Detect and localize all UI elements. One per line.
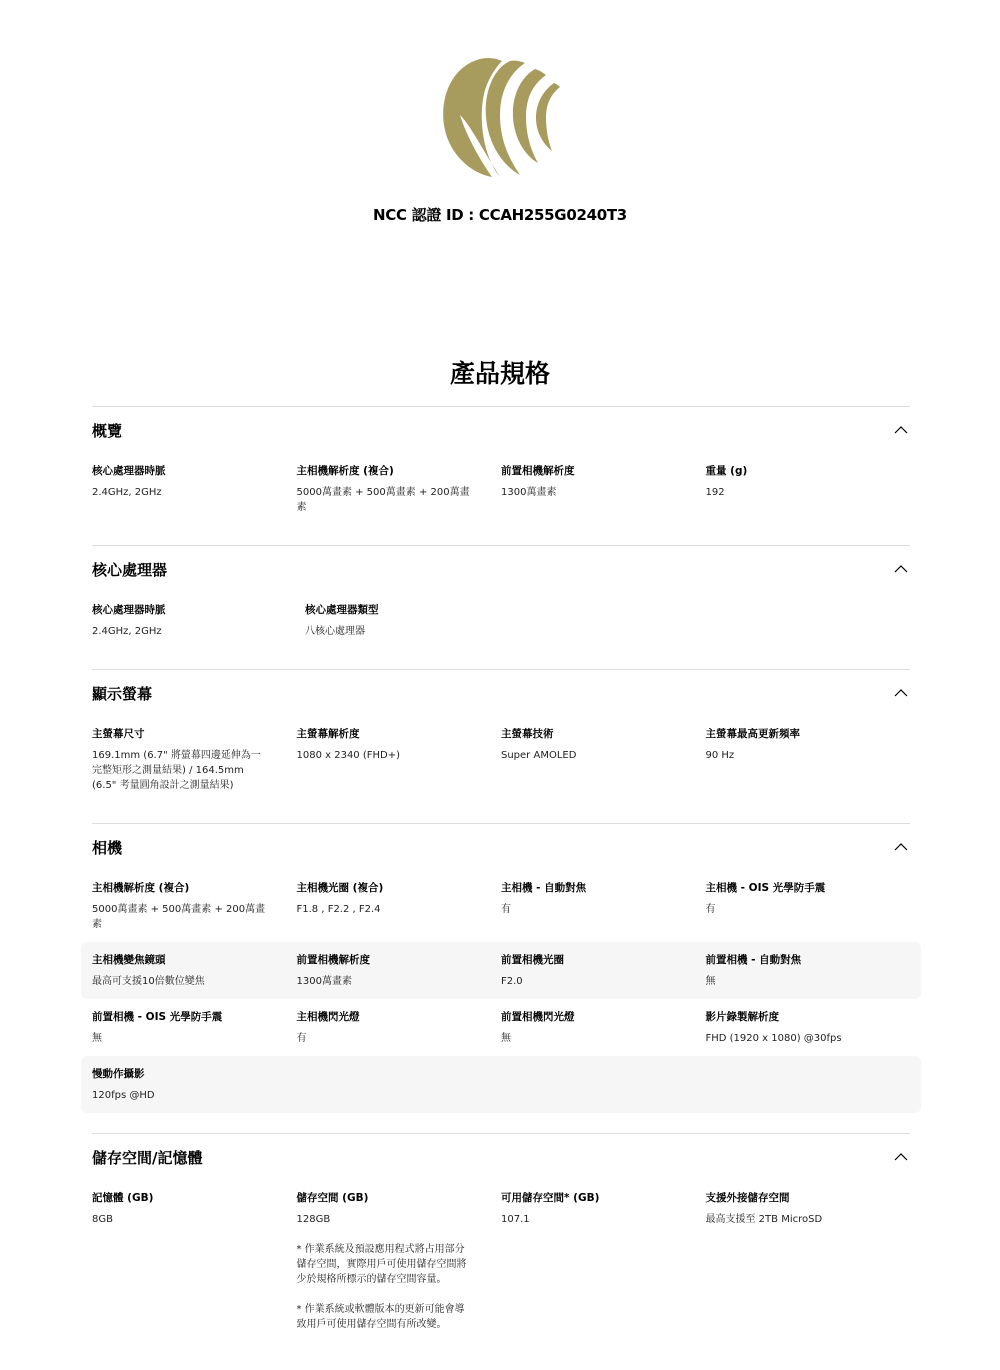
spec-section (92, 669, 910, 823)
spec-label: 前置相機解析度 (296, 954, 370, 966)
spec-value: Super AMOLED (501, 750, 577, 761)
spec-value: 1080 x 2340 (FHD+) (296, 750, 401, 761)
spec-item (297, 1007, 502, 1046)
chevron-up-icon[interactable] (894, 423, 908, 437)
spec-item (501, 461, 706, 515)
spec-note: * 作業系統或軟體版本的更新可能會導致用戶可使用儲存空間有所改變。 (296, 1304, 465, 1330)
section-header[interactable] (92, 407, 910, 453)
spec-value: 無 (92, 1033, 102, 1044)
spec-item (706, 878, 911, 932)
spec-row (92, 1180, 910, 1342)
spec-label: 主相機光圈 (複合) (296, 882, 384, 894)
spec-label: 支援外接儲存空間 (705, 1192, 790, 1204)
spec-section (92, 406, 910, 545)
spec-value: 8GB (92, 1214, 113, 1225)
spec-row (92, 716, 910, 803)
section-header[interactable] (92, 546, 910, 592)
spec-value: 八核心處理器 (305, 626, 365, 637)
spec-item (706, 1007, 911, 1046)
spec-list (92, 406, 910, 1362)
spec-value: F2.0 (501, 976, 523, 987)
spec-item (297, 950, 502, 989)
spec-label: 慢動作攝影 (92, 1068, 145, 1080)
spec-label: 主相機解析度 (複合) (92, 882, 190, 894)
spec-item (297, 878, 502, 932)
spec-item (92, 1064, 305, 1103)
spec-item (92, 950, 297, 989)
spec-value: 128GB (296, 1214, 331, 1225)
spec-item (92, 1188, 297, 1332)
spec-label: 影片錄製解析度 (705, 1011, 779, 1023)
spec-section (92, 823, 910, 1133)
spec-row (92, 870, 910, 942)
spec-value: 2.4GHz, 2GHz (92, 487, 162, 498)
spec-item (92, 600, 305, 639)
spec-item (297, 461, 502, 515)
spec-label: 主螢幕解析度 (296, 728, 360, 740)
section-header[interactable] (92, 824, 910, 870)
spec-value: 無 (705, 976, 716, 987)
spec-value: 2.4GHz, 2GHz (92, 626, 162, 637)
spec-value: 有 (296, 1033, 307, 1044)
spec-value: FHD (1920 x 1080) @30fps (705, 1033, 842, 1044)
spec-item (501, 878, 706, 932)
spec-item (92, 724, 297, 793)
spec-item (501, 1007, 706, 1046)
spec-label: 前置相機 - 自動對焦 (705, 954, 802, 966)
spec-row (92, 999, 910, 1056)
spec-value: 有 (501, 904, 511, 915)
spec-item (706, 1188, 911, 1332)
section-header[interactable] (92, 670, 910, 716)
section-title: 概覽 (92, 421, 123, 440)
chevron-up-icon[interactable] (894, 840, 908, 854)
spec-label: 儲存空間 (GB) (296, 1192, 369, 1204)
spec-item (706, 724, 911, 793)
chevron-up-icon[interactable] (894, 1150, 908, 1164)
spec-label: 核心處理器時脈 (92, 465, 166, 477)
spec-item (501, 1188, 706, 1332)
spec-label: 重量 (g) (705, 465, 748, 477)
spec-item (92, 461, 297, 515)
spec-label: 核心處理器類型 (305, 604, 379, 616)
spec-label: 核心處理器時脈 (92, 604, 166, 616)
spec-value: 107.1 (501, 1214, 530, 1225)
spec-row (81, 1056, 921, 1113)
spec-item (501, 950, 706, 989)
spec-label: 前置相機解析度 (501, 465, 575, 477)
spec-value: 1300萬畫素 (501, 487, 557, 498)
spec-value: 90 Hz (705, 750, 735, 761)
chevron-up-icon[interactable] (894, 686, 908, 700)
spec-label: 主螢幕尺寸 (92, 728, 145, 740)
spec-value: 5000萬畫素 + 500萬畫素 + 200萬畫素 (296, 487, 470, 513)
spec-value: 120fps @HD (92, 1090, 155, 1101)
spec-value: 192 (705, 487, 725, 498)
spec-item (92, 1007, 297, 1046)
spec-label: 前置相機光圈 (501, 954, 564, 966)
spec-value: F1.8 , F2.2 , F2.4 (296, 904, 381, 915)
spec-item (297, 1188, 502, 1332)
spec-label: 前置相機閃光燈 (501, 1011, 575, 1023)
spec-item (706, 461, 911, 515)
spec-row (92, 592, 910, 649)
spec-item (501, 724, 706, 793)
spec-label: 前置相機 - OIS 光學防手震 (92, 1011, 223, 1023)
spec-label: 主相機解析度 (複合) (296, 465, 394, 477)
spec-value: 最高可支援10倍數位變焦 (92, 976, 205, 987)
spec-value: 無 (501, 1033, 511, 1044)
page-title: 產品規格 (449, 359, 550, 388)
spec-item (305, 600, 518, 639)
ncc-logo (440, 55, 564, 179)
section-title: 核心處理器 (92, 560, 168, 579)
spec-value: 最高支援至 2TB MicroSD (705, 1214, 823, 1225)
spec-item (92, 878, 297, 932)
spec-label: 主相機變焦鏡頭 (92, 954, 166, 966)
chevron-up-icon[interactable] (894, 562, 908, 576)
spec-value: 169.1mm (6.7" 將螢幕四邊延伸為一完整矩形之測量結果) / 164.5mm (6.5" 考量圓角設計之測量結果) (92, 750, 261, 791)
spec-value: 1300萬畫素 (296, 976, 352, 987)
spec-value: 有 (705, 904, 716, 915)
spec-item (297, 724, 502, 793)
spec-section (92, 545, 910, 669)
spec-label: 主相機 - OIS 光學防手震 (705, 882, 826, 894)
section-title: 顯示螢幕 (92, 684, 153, 703)
spec-note: * 作業系統及預設應用程式將占用部分儲存空間，實際用戶可使用儲存空間將少於規格所標示的儲存空間容量。 (296, 1244, 467, 1285)
spec-value: 5000萬畫素 + 500萬畫素 + 200萬畫素 (92, 904, 266, 930)
spec-label: 記憶體 (GB) (92, 1192, 154, 1204)
spec-label: 主螢幕技術 (501, 728, 554, 740)
spec-row (92, 453, 910, 525)
spec-label: 主相機 - 自動對焦 (501, 882, 587, 894)
section-header[interactable] (92, 1134, 910, 1180)
ncc-certification-id: NCC 認證 ID : CCAH255G0240T3 (373, 206, 627, 224)
spec-label: 主螢幕最高更新頻率 (705, 728, 800, 740)
spec-label: 主相機閃光燈 (296, 1011, 360, 1023)
spec-label: 可用儲存空間* (GB) (501, 1192, 600, 1204)
section-title: 儲存空間/記憶體 (92, 1148, 203, 1167)
spec-section (92, 1133, 910, 1362)
section-title: 相機 (92, 838, 123, 857)
spec-row (81, 942, 921, 999)
spec-item (706, 950, 911, 989)
